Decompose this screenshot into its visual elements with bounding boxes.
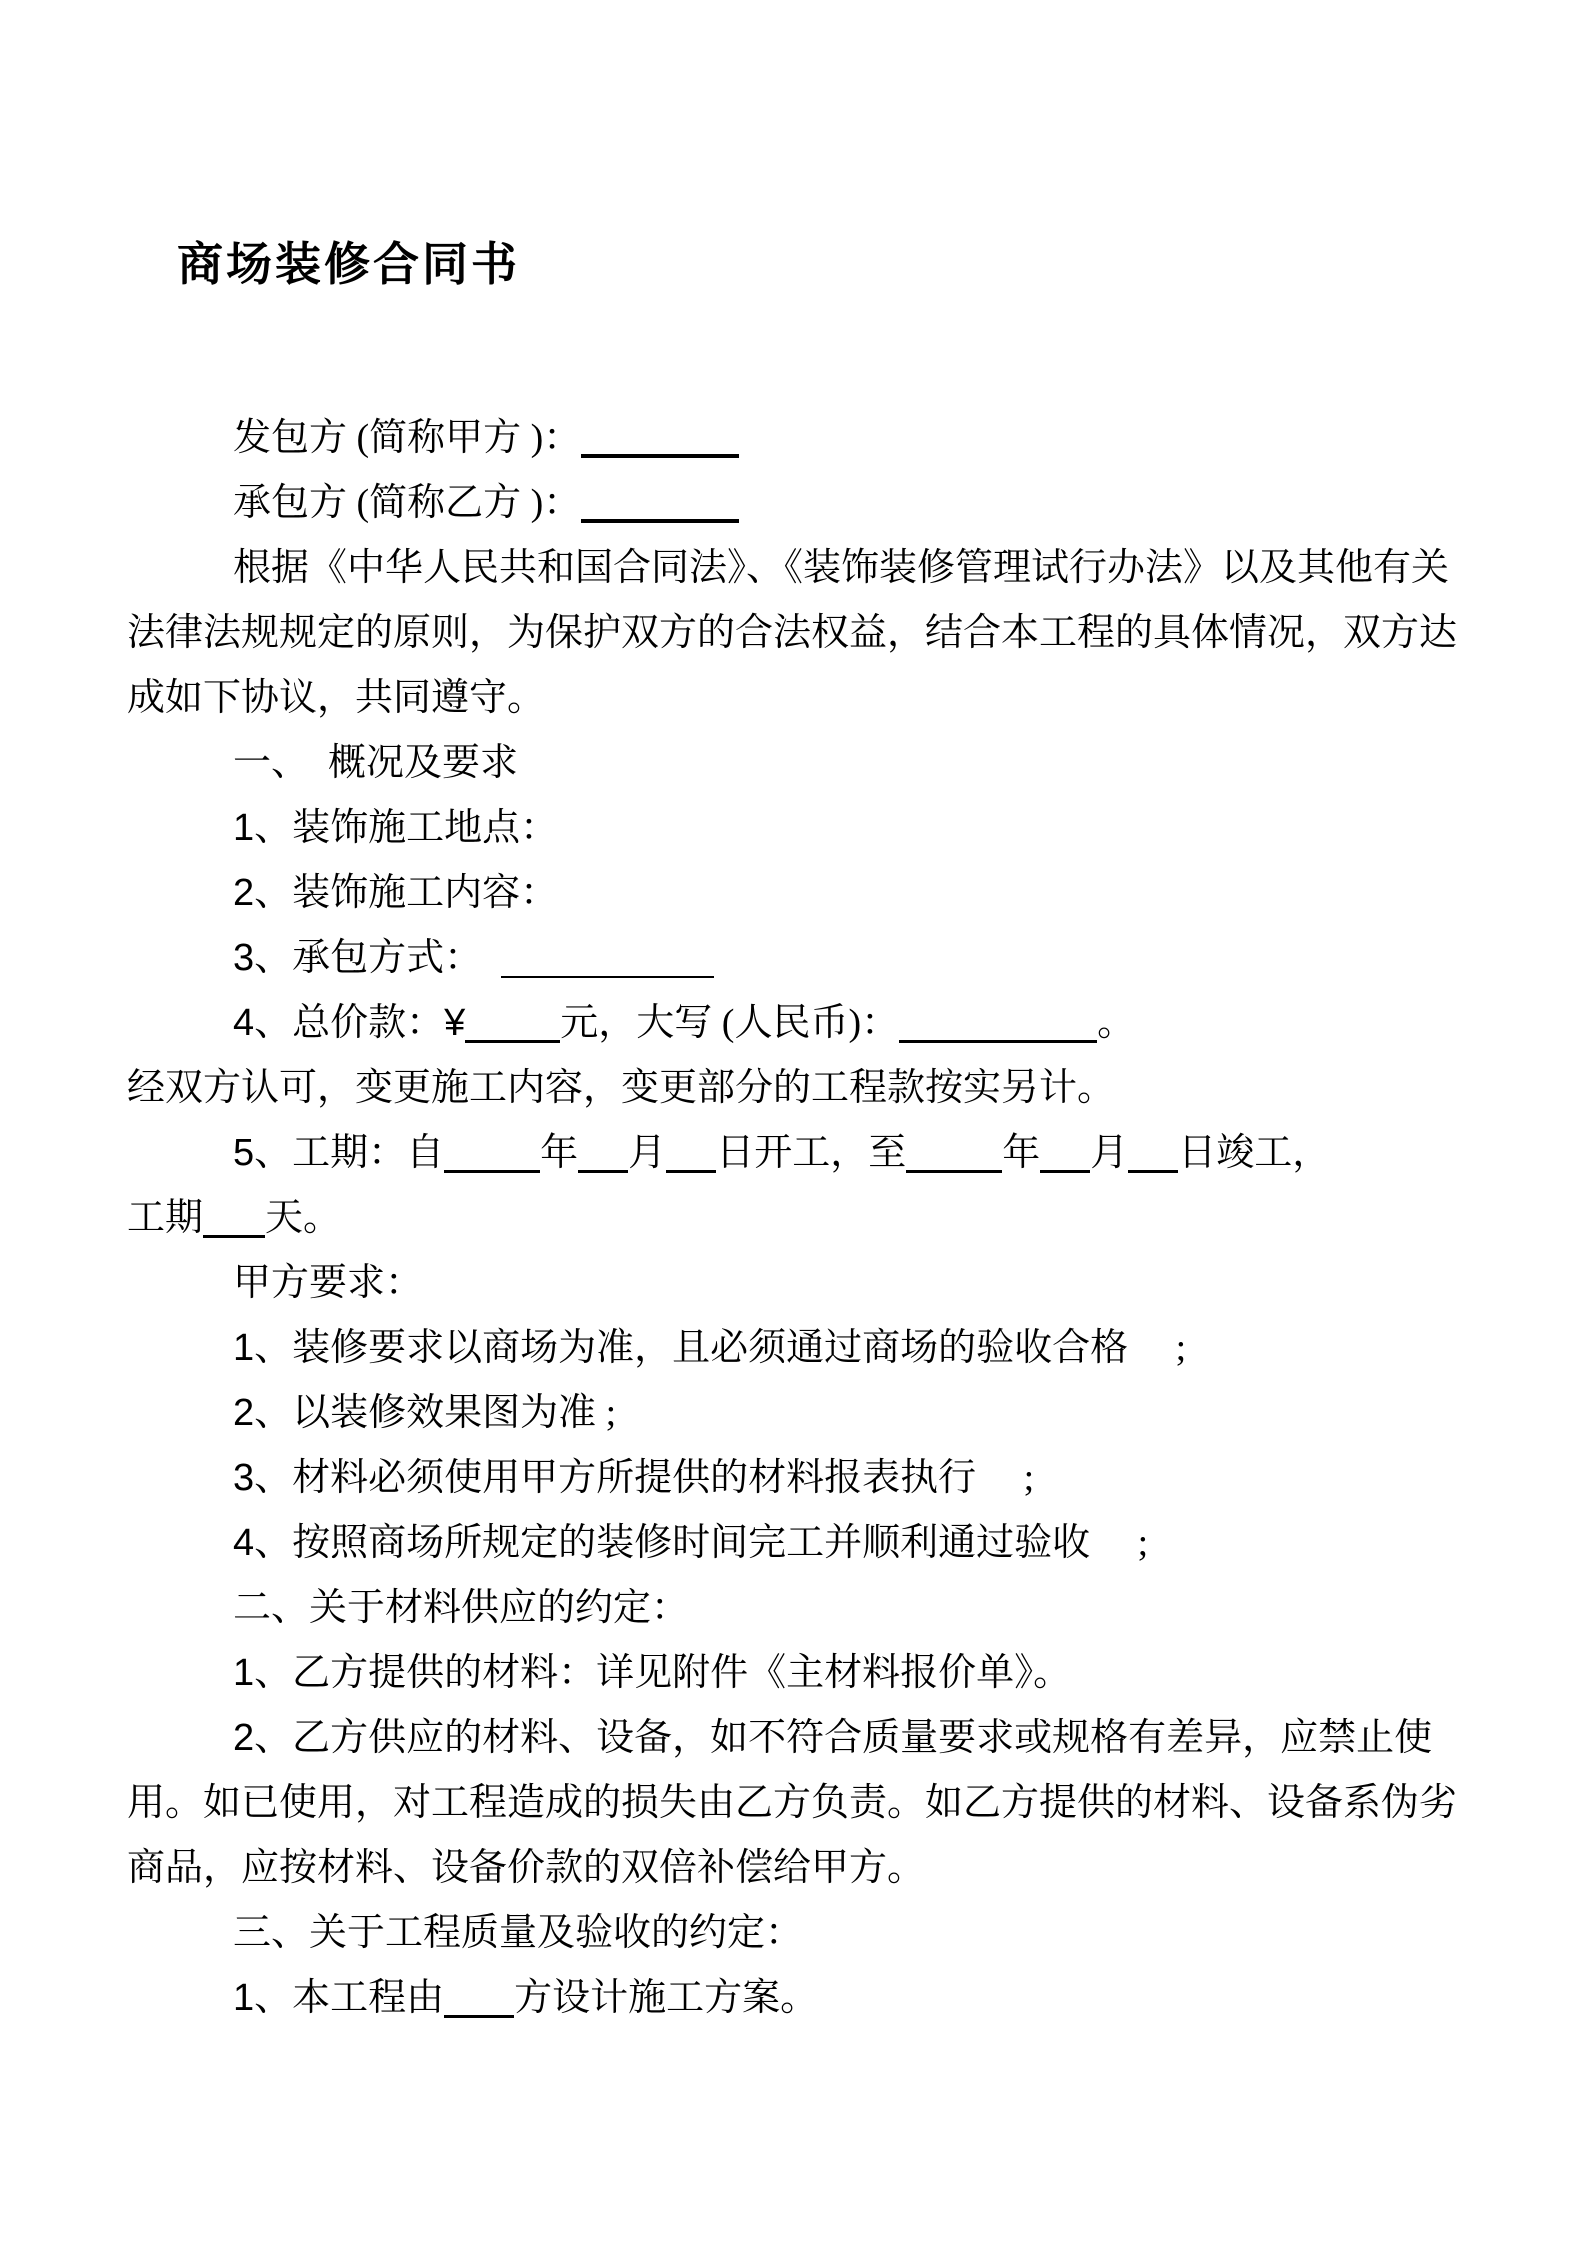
req-item-4 (127, 1511, 1472, 1576)
number-run: 4 (233, 1002, 255, 1044)
text-run: 、按照商场所规定的装修时间完工并顺利通过验收 ; (254, 1522, 1149, 1564)
number-run: 2 (233, 872, 255, 914)
fill-in-blank-line (444, 1158, 540, 1173)
s2-item-1 (127, 1641, 1472, 1706)
fill-in-blank-line (666, 1158, 716, 1173)
document-body (127, 406, 1472, 2031)
text-run: 、乙方供应的材料、设备，如不符合质量要求或规格有差异，应禁止使用。如已使用，对工程造成的损失由乙方负责。如乙方提供的材料、设备系伪劣商品，应按材料、设备价款的双倍补偿给甲方。 (127, 1717, 1458, 1889)
s1-item-4-cont (127, 1056, 1472, 1121)
number-run: 1 (233, 1652, 255, 1694)
text-run: 方设计施工方案。 (514, 1977, 819, 2019)
number-run: 2 (233, 1392, 255, 1434)
fill-in-blank-line (1128, 1158, 1178, 1173)
s1-item-1 (127, 796, 1472, 861)
fill-in-blank-line (465, 1028, 560, 1043)
number-run: 3 (233, 1457, 255, 1499)
text-run: 甲方要求： (233, 1262, 424, 1304)
text-run: 承包方 (简称乙方 )： (233, 482, 582, 524)
text-run: 、装修要求以商场为准，且必须通过商场的验收合格 ; (254, 1327, 1187, 1369)
text-run: 元，大写 (人民币)： (560, 1002, 900, 1044)
preamble (127, 536, 1472, 731)
req-item-3 (127, 1446, 1472, 1511)
number-run: 3 (233, 937, 255, 979)
section-3-heading (127, 1901, 1472, 1966)
text-run: 三、关于工程质量及验收的约定： (233, 1912, 804, 1954)
text-run: 经双方认可，变更施工内容，变更部分的工程款按实另计。 (127, 1067, 1116, 1109)
fill-in-blank-line (444, 2003, 514, 2018)
s1-item-2 (127, 861, 1472, 926)
s3-item-1 (127, 1966, 1472, 2031)
number-run: 1 (233, 807, 255, 849)
text-run: 月 (1090, 1132, 1129, 1174)
text-run: 、工期：自 (254, 1132, 445, 1174)
text-run: 年 (1002, 1132, 1041, 1174)
section-1-heading (127, 731, 1472, 796)
number-run: 1 (233, 1327, 255, 1369)
party-a-line (127, 406, 1472, 471)
fill-in-blank-line (906, 1158, 1002, 1173)
text-run: 一、 概况及要求 (233, 742, 519, 784)
text-run: 二、关于材料供应的约定： (233, 1587, 690, 1629)
s2-item-2 (127, 1706, 1472, 1901)
req-item-1 (127, 1316, 1472, 1381)
party-b-line (127, 471, 1472, 536)
fill-in-blank-line (1040, 1158, 1090, 1173)
s1-item-5 (127, 1121, 1472, 1186)
fill-in-blank-line (203, 1223, 265, 1238)
text-run: 、装饰施工内容： (254, 872, 559, 914)
number-run: 2 (233, 1717, 255, 1759)
number-run: 4 (233, 1522, 255, 1564)
text-run: 、本工程由 (254, 1977, 445, 2019)
number-run: 1 (233, 1977, 255, 2019)
text-run: 、乙方提供的材料：详见附件《主材料报价单》。 (254, 1652, 1072, 1694)
req-item-2 (127, 1381, 1472, 1446)
text-run: 、材料必须使用甲方所提供的材料报表执行 ; (254, 1457, 1035, 1499)
fill-in-blank-line (581, 507, 739, 523)
text-run: 工期 (127, 1197, 204, 1239)
text-run: 发包方 (简称甲方 )： (233, 417, 582, 459)
fill-in-blank-line (578, 1158, 628, 1173)
s1-item-3 (127, 926, 1472, 991)
text-run: 天。 (265, 1197, 342, 1239)
document-title: 商场装修合同书 (177, 239, 520, 290)
fill-in-blank-line (501, 964, 714, 978)
number-run: ¥ (444, 1002, 466, 1044)
section-2-heading (127, 1576, 1472, 1641)
s1-item-5-cont (127, 1186, 1472, 1251)
text-run: 、装饰施工地点： (254, 807, 559, 849)
number-run: 5 (233, 1132, 255, 1174)
s1-item-4 (127, 991, 1472, 1056)
text-run: 年 (540, 1132, 579, 1174)
party-a-requirements-heading (127, 1251, 1472, 1316)
text-run: 日开工，至 (716, 1132, 907, 1174)
text-run: 根据《中华人民共和国合同法》、《装饰装修管理试行办法》以及其他有关法律法规规定的原则，为保护双方的合法权益，结合本工程的具体情况，双方达成如下协议，共同遵守。 (127, 547, 1458, 719)
text-run: 日竣工， (1178, 1132, 1331, 1174)
fill-in-blank-line (899, 1028, 1097, 1043)
fill-in-blank-line (581, 442, 739, 458)
text-run: 、承包方式： (254, 937, 502, 979)
text-run: 月 (628, 1132, 667, 1174)
text-run: 、以装修效果图为准 ; (254, 1392, 617, 1434)
text-run: 。 (1097, 1002, 1136, 1044)
text-run: 、总价款： (254, 1002, 445, 1044)
